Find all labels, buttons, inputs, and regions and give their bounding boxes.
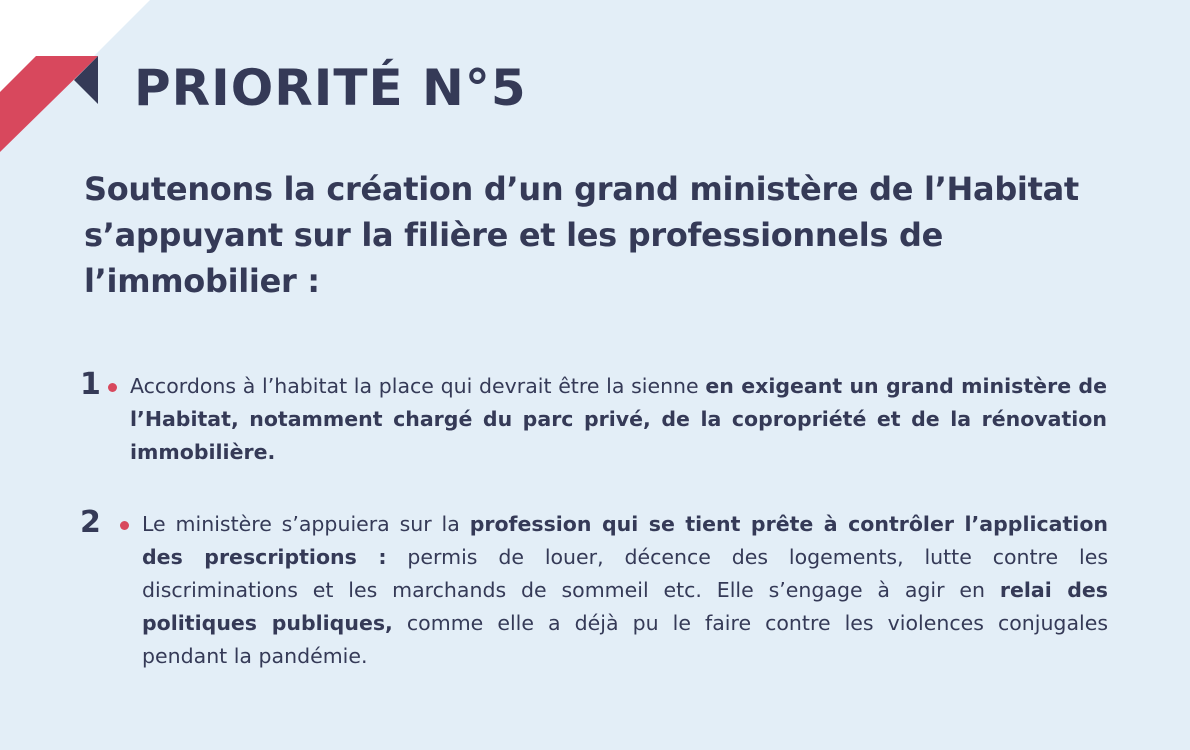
item-text-segment: permis de louer, décence des logements, lutte contre les discriminations et les marchands de sommeil etc. Elle s’engage à agir en (142, 545, 1108, 602)
item-text-bold: relai des politiques publiques, (142, 578, 1108, 635)
item-text-segment: Le ministère s’appuiera sur la (142, 512, 470, 536)
item-text-bold: en exigeant un grand ministère de l’Habitat, notamment chargé du parc privé, de la copropriété et de la rénovation immobilière. (130, 374, 1107, 464)
item-number: 1 (80, 367, 101, 402)
item-text (130, 370, 1107, 469)
item-text-segment: comme elle a déjà pu le faire contre les violences conjugales pendant la pandémie. (142, 611, 1109, 668)
bullet-dot-icon (120, 521, 129, 530)
item-text-segment: Accordons à l’habitat la place qui devrait être la sienne (130, 374, 706, 398)
section-heading: Soutenons la création d’un grand ministère de l’Habitat s’appuyant sur la filière et les professionnels de l’immobilier : (84, 170, 1079, 300)
item-number: 2 (80, 505, 101, 540)
page-title: PRIORITÉ N°5 (134, 59, 527, 117)
item-text (142, 508, 1108, 673)
list-item-1 (80, 367, 1110, 469)
list-item-2 (80, 505, 1110, 673)
item-text-bold: profession qui se tient prête à contrôler l’application des prescriptions : (142, 512, 1108, 569)
bullet-dot-icon (108, 383, 117, 392)
